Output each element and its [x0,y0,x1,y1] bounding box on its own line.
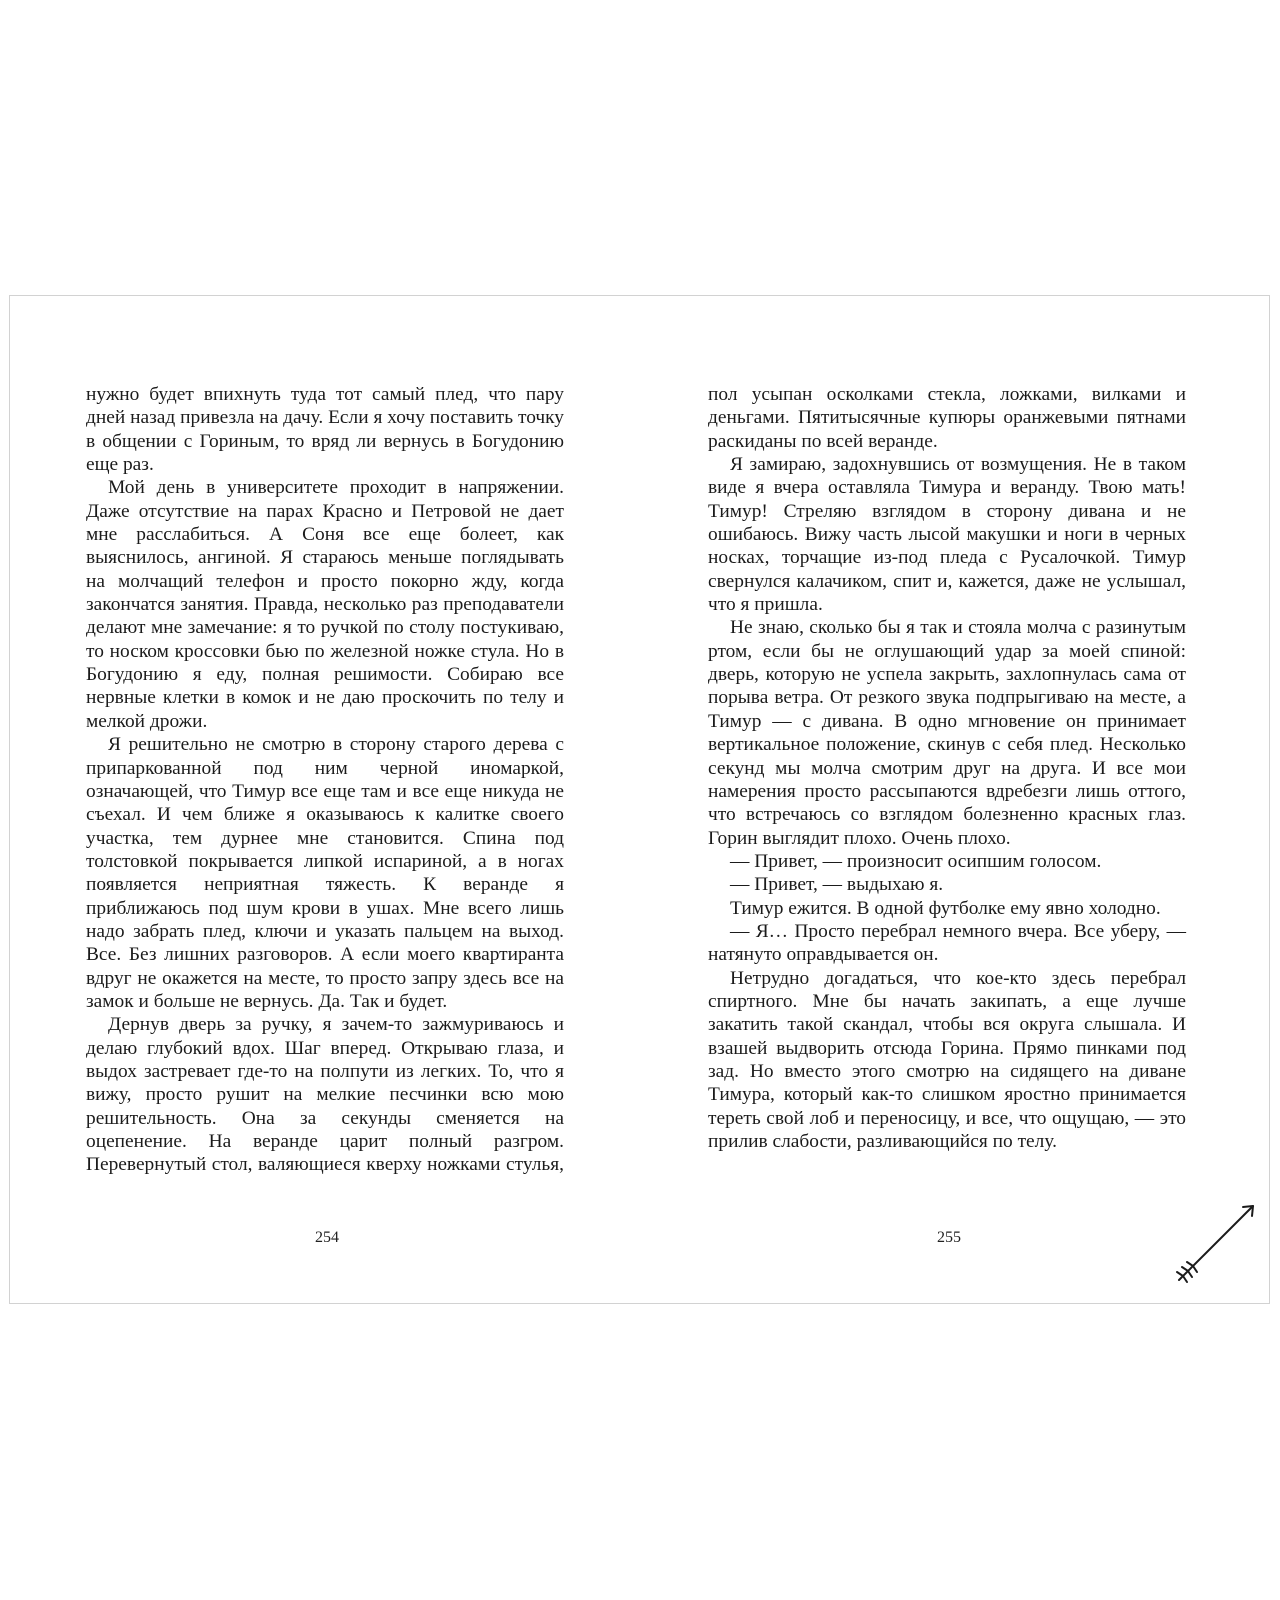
page-number-left: 254 [315,1229,339,1246]
paragraph: Нетрудно догадаться, что кое-кто здесь перебрал спиртного. Мне бы начать закипать, а еще лучше закатить такой скандал, чтобы вся округа слышала. И взашей выдворить отсюда Горина. Прямо пинками под зад. Но вместо этого смотрю на сидящего на диване Тимура, который как-то слишком яростно принимается тереть свой лоб и переносицу, и все, что ощущаю, — это прилив слабости, разливающийся по телу. [708,967,1186,1152]
paragraph: Тимур ежится. В одной футболке ему явно холодно. [730,897,1161,919]
paragraph: Дернув дверь за ручку, я зачем-то зажмуриваюсь и делаю глубокий вдох. Шаг вперед. Открываю глаза, и выдох застревает где-то на полпути из легких. То, что я вижу, просто рушит на мелкие песчинки всю мою решительность. Она за секунды сменяется на оцепенение. На веранде царит полный разгром. Перевернутый стол, валяющиеся кверху ножками стулья, [86,1014,564,1176]
paragraph: пол усыпан осколками стекла, ложками, вилками и деньгами. Пятитысячные купюры оранжевыми пятнами раскиданы по всей веранде. [708,384,1186,452]
arrow-icon [1173,1200,1259,1286]
dialogue-line: — Я… Просто перебрал немного вчера. Все уберу, — натянуто оправдывается он. [708,920,1186,966]
book-spread [9,295,1270,1304]
right-page-text [708,383,1186,1153]
left-page-text [86,383,564,1177]
dialogue-line: — Привет, — произносит осипшим голосом. [730,850,1102,872]
dialogue-line: — Привет, — выдыхаю я. [730,874,944,896]
paragraph: Я решительно не смотрю в сторону старого дерева с припаркованной под ним черной иномаркой, означающей, что Тимур все еще там и все еще никуда не съехал. И чем ближе я оказываюсь к калитке своего участка, тем дурнее мне становится. Спина под толстовкой покрывается липкой испариной, а в ногах появляется неприятная тяжесть. К веранде я приближаюсь под шум крови в ушах. Мне всего лишь надо забрать плед, ключи и указать пальцем на выход. Все. Без лишних разговоров. А если моего квартиранта вдруг не окажется на месте, то просто запру здесь все на замок и больше не вернусь. Да. Так и будет. [86,734,564,1012]
paragraph: Не знаю, сколько бы я так и стояла молча с разинутым ртом, если бы не оглушающий удар за моей спиной: дверь, которую не успела закрыть, захлопнулась сама от порыва ветра. От резкого звука подпрыгиваю на месте, а Тимур — с дивана. В одно мгновение он принимает вертикальное положение, скинув с себя плед. Несколько секунд мы молча смотрим друг на друга. И все мои намерения просто рассыпаются вдребезги лишь оттого, что встречаюсь со взглядом болезненно красных глаз. Горин выглядит плохо. Очень плохо. [708,617,1186,849]
paragraph: нужно будет впихнуть туда тот самый плед, что пару дней назад привезла на дачу. Если я хочу поставить точку в общении с Гориным, то вряд ли вернусь в Богудонию еще раз. [86,384,564,476]
page-number-right: 255 [937,1229,961,1246]
paragraph: Мой день в университете проходит в напряжении. Даже отсутствие на парах Красно и Петровой не дает мне расслабиться. А Соня все еще болеет, как выяснилось, ангиной. Я стараюсь меньше поглядывать на молчащий телефон и просто покорно жду, когда закончатся занятия. Правда, несколько раз преподаватели делают мне замечание: я то ручкой по столу постукиваю, то носком кроссовки бью по железной ножке стула. Но в Богудонию я еду, полная решимости. Собираю все нервные клетки в комок и не даю проскочить по телу и мелкой дрожи. [86,477,564,732]
paragraph: Я замираю, задохнувшись от возмущения. Не в таком виде я вчера оставляла Тимура и веранду. Твою мать! Тимур! Стреляю взглядом в сторону дивана и не ошибаюсь. Вижу часть лысой макушки и ноги в черных носках, торчащие из-под пледа с Русалочкой. Тимур свернулся калачиком, спит и, кажется, даже не услышал, что я пришла. [708,454,1186,616]
